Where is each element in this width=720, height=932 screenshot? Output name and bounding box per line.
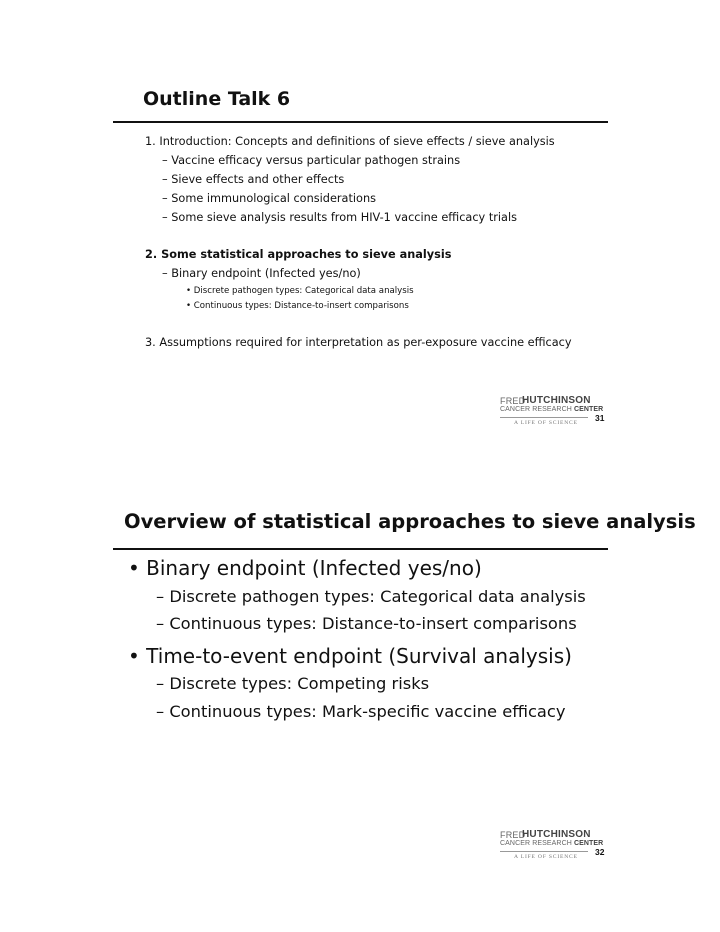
- outline-item-2: 2. Some statistical approaches to sieve analysis: [145, 248, 452, 261]
- sub-bullet-item: – Discrete pathogen types: Categorical data analysis: [156, 587, 586, 606]
- outline-item-1: 1. Introduction: Concepts and definitions of sieve effects / sieve analysis: [145, 135, 555, 148]
- sub-bullet-item: – Discrete types: Competing risks: [156, 674, 430, 693]
- fred-hutchinson-logo: FRED HUTCHINSON CANCER RESEARCH CENTER A LIFE OF SCIENCE: [500, 395, 604, 426]
- outline-subitem: – Vaccine efficacy versus particular pathogen strains: [162, 154, 461, 167]
- outline-item-3: 3. Assumptions required for interpretation as per-exposure vaccine efficacy: [145, 336, 572, 349]
- outline-subitem: – Binary endpoint (Infected yes/no): [162, 267, 361, 280]
- bullet-item: • Binary endpoint (Infected yes/no): [128, 556, 482, 580]
- slide-title: Overview of statistical approaches to sieve analysis: [124, 510, 696, 533]
- outline-subitem: – Some immunological considerations: [162, 192, 376, 205]
- sub-bullet-item: – Continuous types: Mark-specific vaccine efficacy: [156, 702, 566, 721]
- bullet-item: • Time-to-event endpoint (Survival analysis): [128, 644, 572, 668]
- outline-subitem: – Sieve effects and other effects: [162, 173, 345, 186]
- page-number: 32: [595, 847, 605, 857]
- outline-subitem: – Some sieve analysis results from HIV-1 vaccine efficacy trials: [162, 211, 517, 224]
- sub-bullet-item: – Continuous types: Distance-to-insert comparisons: [156, 614, 577, 633]
- outline-subsubitem: • Continuous types: Distance-to-insert comparisons: [186, 301, 409, 311]
- page-number: 31: [595, 413, 605, 423]
- title-divider: [113, 121, 608, 123]
- slide-32: [0, 466, 720, 932]
- fred-hutchinson-logo: FRED HUTCHINSON CANCER RESEARCH CENTER A LIFE OF SCIENCE: [500, 829, 604, 860]
- title-divider: [113, 548, 608, 550]
- outline-subsubitem: • Discrete pathogen types: Categorical data analysis: [186, 286, 414, 296]
- slide-title: Outline Talk 6: [143, 88, 291, 110]
